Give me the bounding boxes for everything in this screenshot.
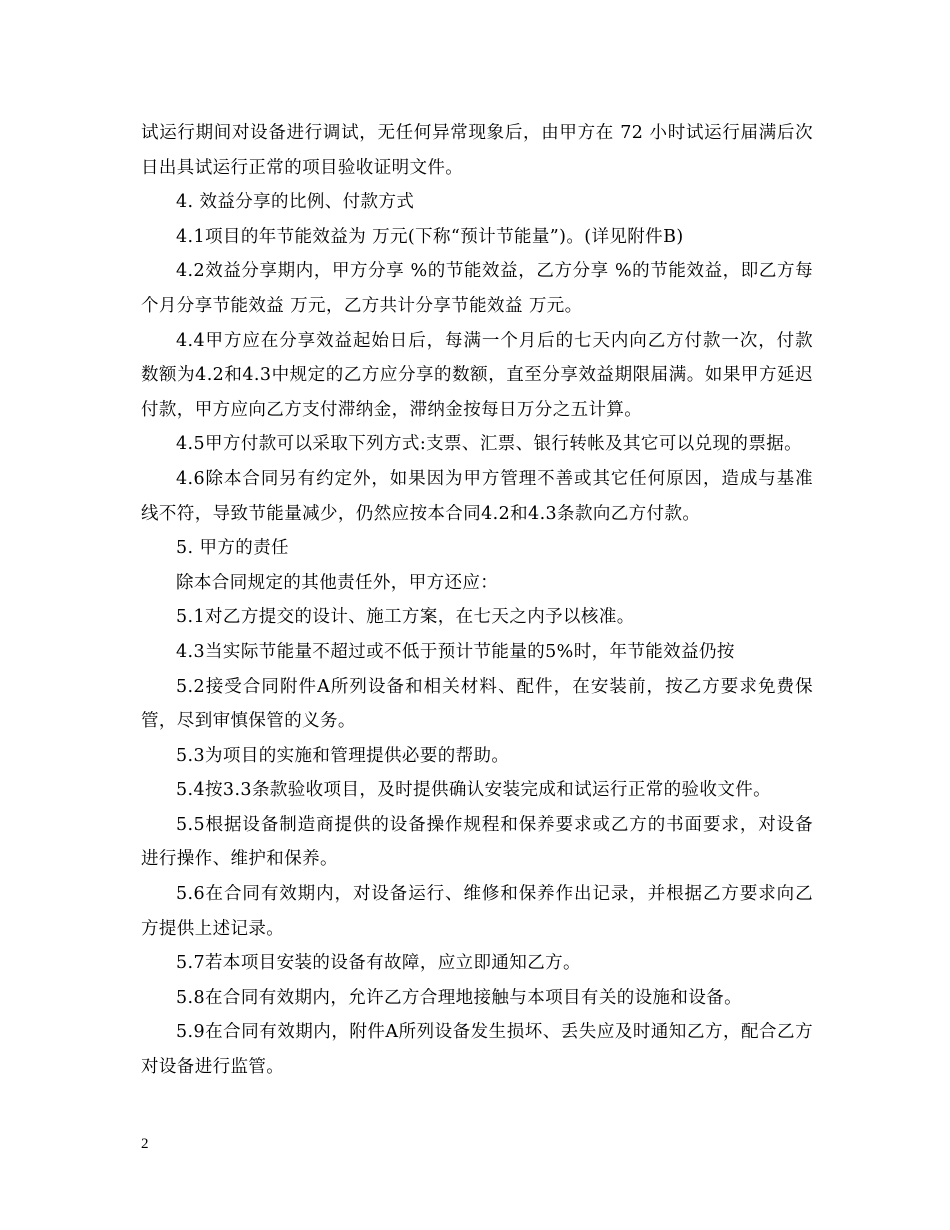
clause-4-4: 4.4甲方应在分享效益起始日后，每满一个月后的七天内向乙方付款一次，付款数额为4.2和4.3中规定的乙方应分享的数额，直至分享效益期限届满。如果甲方延迟付款，甲方应向乙方支付滞纳金，滞纳金按每日万分之五计算。: [141, 330, 813, 420]
clause-5-7: 5.7若本项目安装的设备有故障，应立即通知乙方。: [176, 953, 581, 974]
clause-5-6: 5.6在合同有效期内，对设备运行、维修和保养作出记录，并根据乙方要求向乙方提供上述记录。: [141, 884, 813, 939]
clause-5-3: 5.3为项目的实施和管理提供必要的帮助。: [176, 745, 510, 766]
clause-4-2: 4.2效益分享期内，甲方分享 %的节能效益，乙方分享 %的节能效益，即乙方每个月分享节能效益 万元，乙方共计分享节能效益 万元。: [141, 261, 813, 316]
clause-5-5: 5.5根据设备制造商提供的设备操作规程和保养要求或乙方的书面要求，对设备进行操作、维护和保养。: [141, 814, 813, 870]
paragraph: 试运行期间对设备进行调试，无任何异常现象后，由甲方在 72 小时试运行届满后次日出具试运行正常的项目验收证明文件。: [141, 123, 813, 178]
clause-5-9: 5.9在合同有效期内，附件A所列设备发生损坏、丢失应及时通知乙方，配合乙方对设备进行监管。: [141, 1022, 813, 1078]
clause-5-1: 5.1对乙方提交的设计、施工方案，在七天之内予以核准。: [176, 607, 635, 628]
clause-5-2: 5.2接受合同附件A所列设备和相关材料、配件，在安装前，按乙方要求免费保管，尽到审慎保管的义务。: [141, 676, 813, 732]
document-body: [141, 116, 813, 1085]
clause-4-3: 4.3当实际节能量不超过或不低于预计节能量的5%时，年节能效益仍按: [176, 641, 735, 662]
section-heading-4: 4. 效益分享的比例、付款方式: [176, 192, 415, 213]
clause-4-5: 4.5甲方付款可以采取下列方式:支票、汇票、银行转帐及其它可以兑现的票据。: [176, 434, 803, 455]
page-number: 2: [141, 1136, 149, 1152]
clause-5-8: 5.8在合同有效期内，允许乙方合理地接触与本项目有关的设施和设备。: [176, 987, 743, 1008]
clause-4-6: 4.6除本合同另有约定外，如果因为甲方管理不善或其它任何原因，造成与基准线不符，导致节能量减少，仍然应按本合同4.2和4.3条款向乙方付款。: [141, 468, 813, 524]
section-5-intro: 除本合同规定的其他责任外，甲方还应：: [176, 572, 499, 593]
clause-5-4: 5.4按3.3条款验收项目，及时提供确认安装完成和试运行正常的验收文件。: [176, 780, 772, 801]
clause-4-1: 4.1项目的年节能效益为 万元(下称“预计节能量”)。(详见附件B): [176, 226, 684, 247]
section-heading-5: 5. 甲方的责任: [176, 538, 289, 559]
